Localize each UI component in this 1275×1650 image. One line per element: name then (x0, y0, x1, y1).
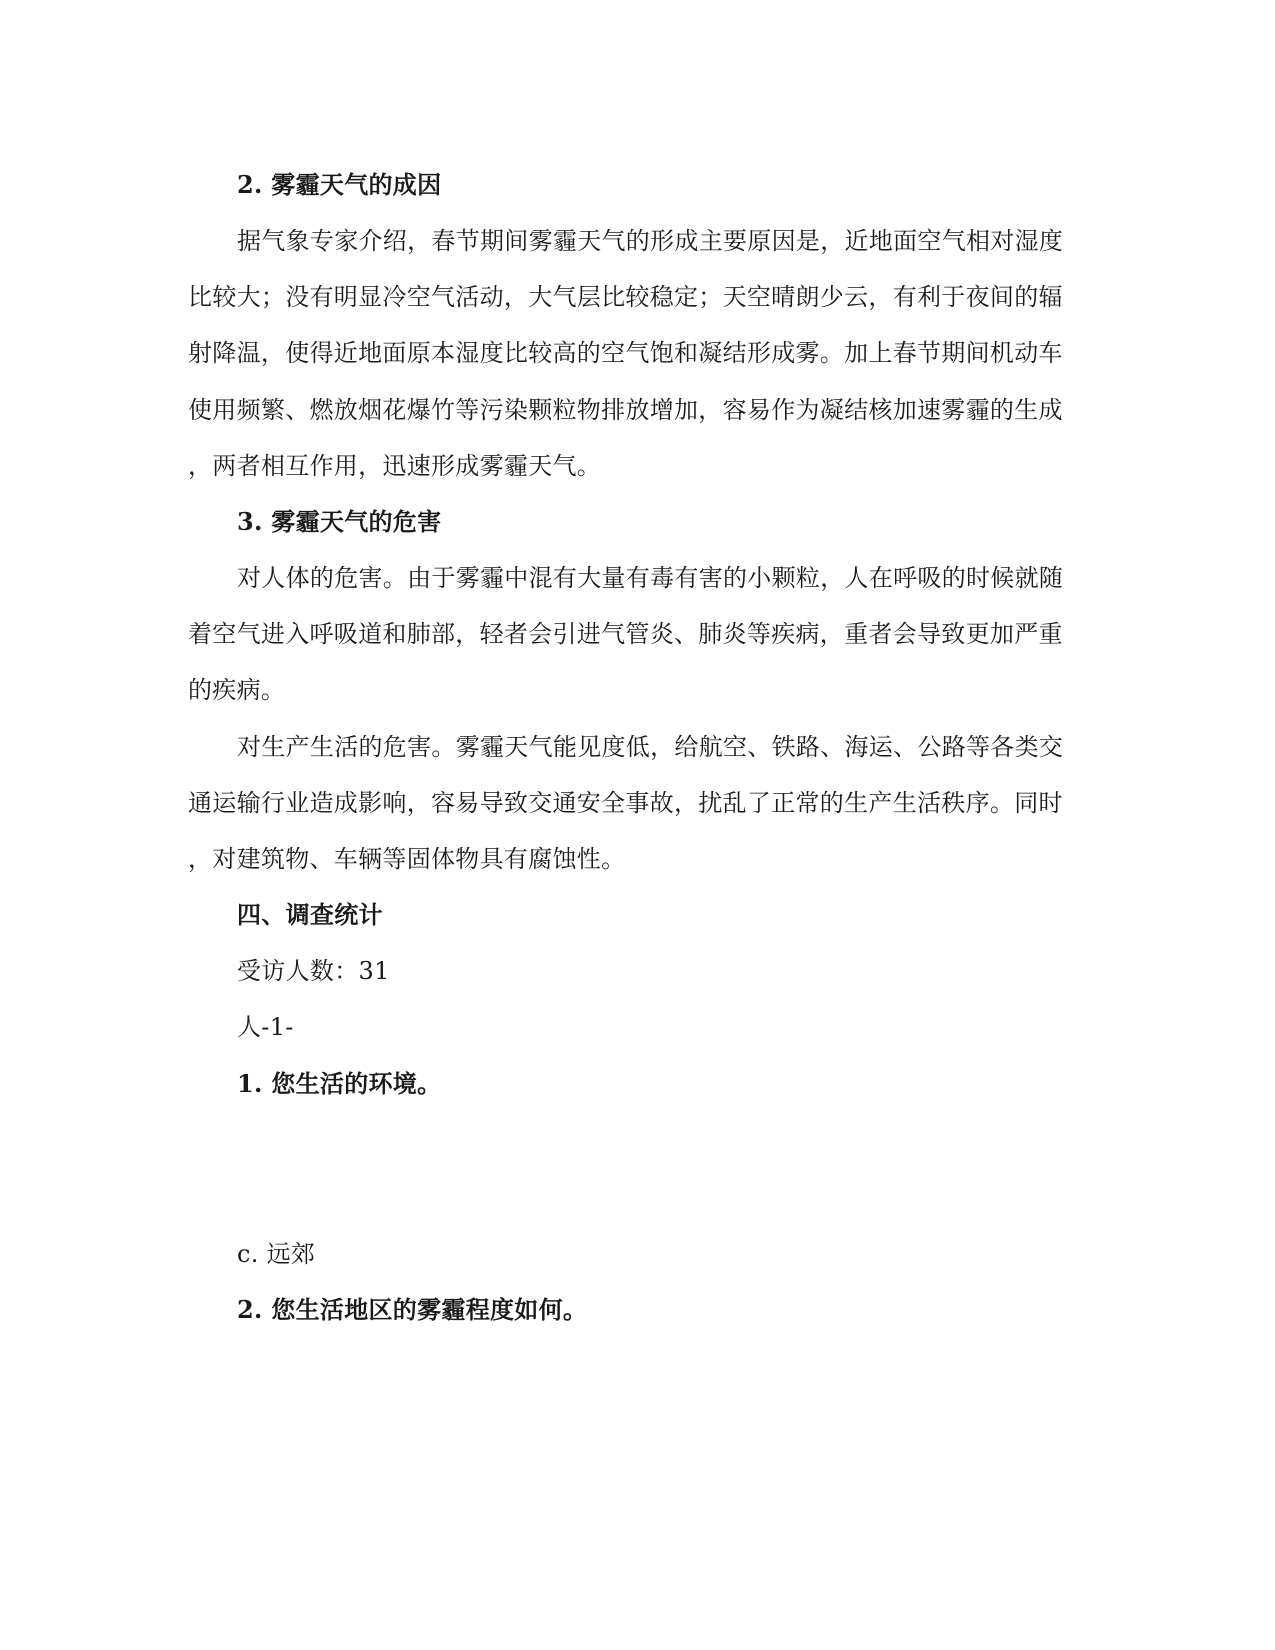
question-2: 2. 您生活地区的雾霾程度如何。 (237, 1295, 588, 1324)
question-1: 1. 您生活的环境。 (237, 1069, 442, 1098)
paragraph-line: ，对建筑物、车辆等固体物具有腐蚀性。 (188, 845, 626, 873)
paragraph-line: 比较大；没有明显冷空气活动，大气层比较稳定；天空晴朗少云，有利于夜间的辐 (188, 283, 1063, 311)
section-heading-hazards: 3. 雾霾天气的危害 (237, 507, 442, 536)
paragraph-line: ，两者相互作用，迅速形成雾霾天气。 (188, 452, 602, 480)
paragraph-line: 据气象专家介绍，春节期间雾霾天气的形成主要原因是，近地面空气相对湿度 (237, 227, 1064, 255)
paragraph-line: 通运输行业造成影响，容易导致交通安全事故，扰乱了正常的生产生活秩序。同时 (188, 789, 1063, 817)
paragraph-line: 使用频繁、燃放烟花爆竹等污染颗粒物排放增加，容易作为凝结核加速雾霾的生成 (188, 396, 1063, 424)
section-heading-causes: 2. 雾霾天气的成因 (237, 170, 442, 199)
paragraph-line: 射降温，使得近地面原本湿度比较高的空气饱和凝结形成雾。加上春节期间机动车 (188, 339, 1063, 367)
paragraph-line: 着空气进入呼吸道和肺部，轻者会引进气管炎、肺炎等疾病，重者会导致更加严重 (188, 620, 1063, 648)
question-1-option-c: c. 远郊 (237, 1240, 316, 1268)
paragraph-line: 对人体的危害。由于雾霾中混有大量有毒有害的小颗粒，人在呼吸的时候就随 (237, 564, 1064, 592)
section-heading-survey: 四、调查统计 (237, 900, 383, 929)
paragraph-line: 对生产生活的危害。雾霾天气能见度低，给航空、铁路、海运、公路等各类交 (237, 733, 1064, 761)
paragraph-line: 的疾病。 (188, 676, 286, 704)
respondents-count: 受访人数：31 (237, 957, 390, 985)
page-marker: 人-1- (237, 1013, 294, 1041)
